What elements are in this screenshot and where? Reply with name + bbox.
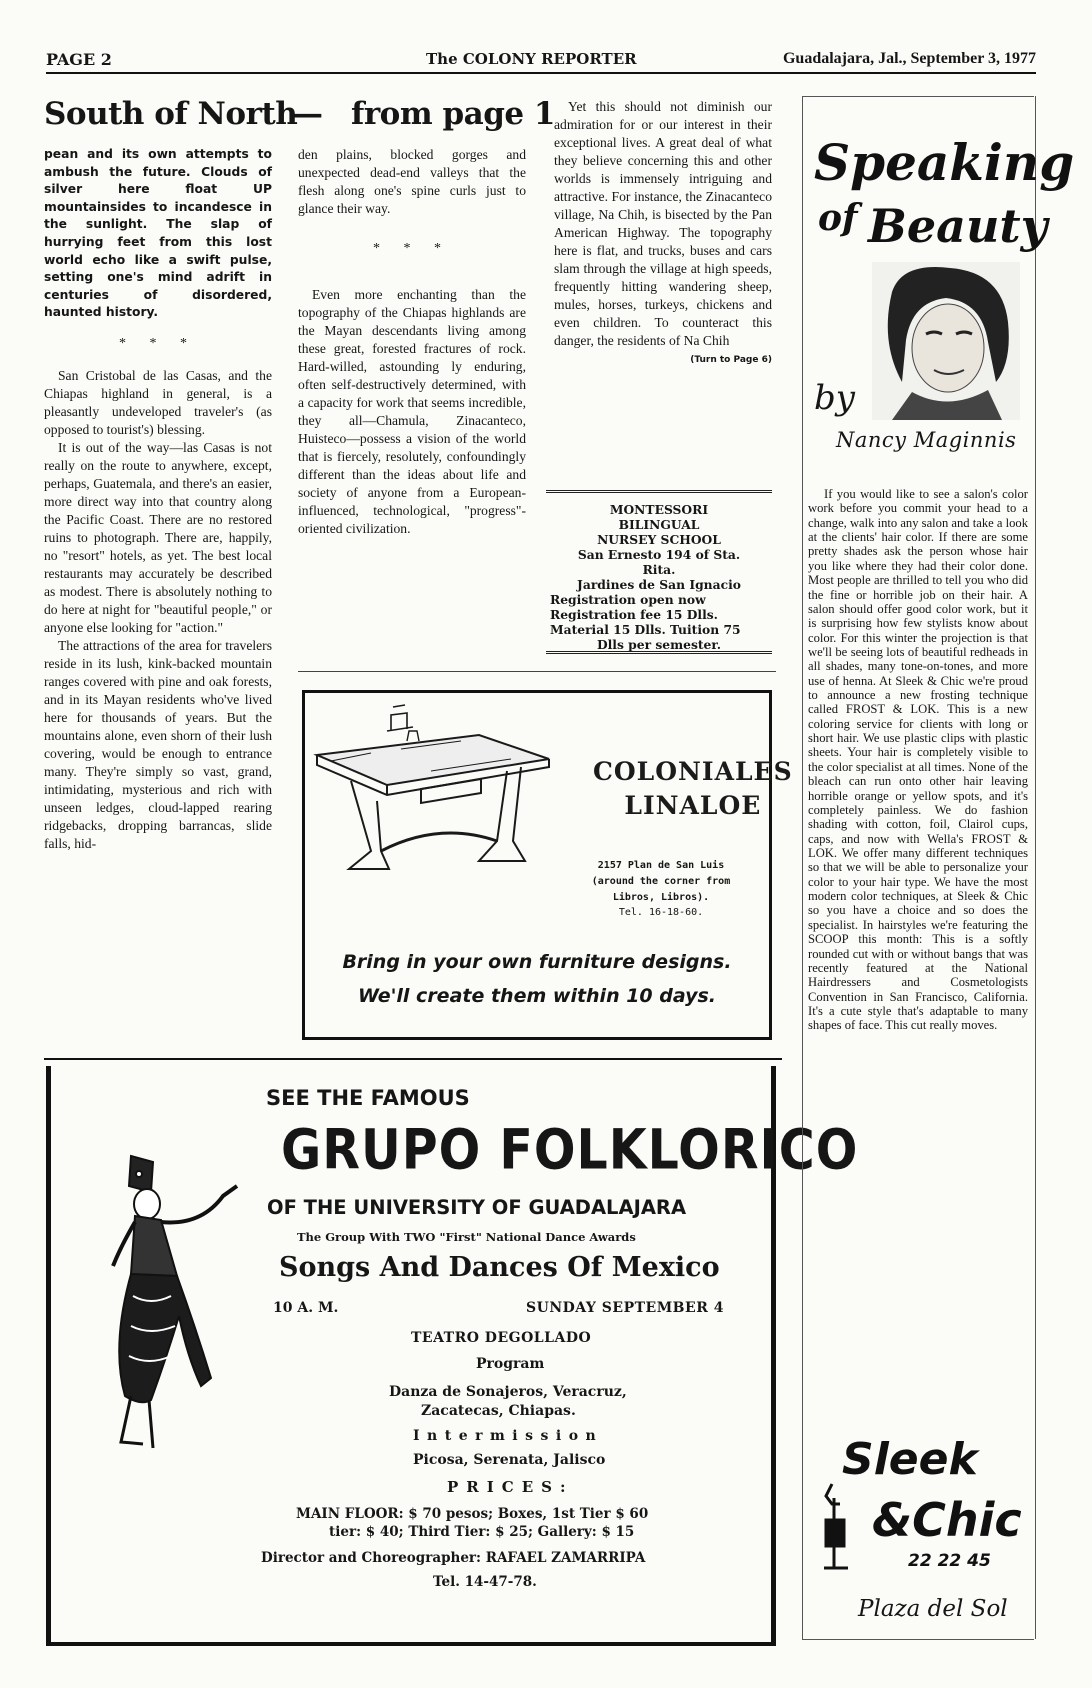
coloniales-furniture-ad — [302, 690, 793, 1040]
program-item: Zacatecas, Chiapas. — [421, 1403, 576, 1419]
article-paragraph: Yet this should not diminish our admiration for or our interest in their exceptional lives. A great deal of what they believe concerning this and other worlds is immensely intriguing and attractive. For instance, the Zinacanteco village, Na Chih, is bisected by the Pan American Highway. The topography here is flat, and trucks, buses and cars slam through the village at high speeds, frequently hitting wandering sheep, mules, horses, turkeys, chickens and even children. To counteract this danger, the residents of Na Chih — [554, 99, 772, 348]
ad-line: Rita. — [642, 562, 676, 577]
store-phone: Tel. 16-18-60. — [618, 907, 704, 918]
logo-word-chic: &Chic — [872, 1493, 1022, 1547]
author-signature: Nancy Maginnis — [836, 428, 1017, 452]
headline-dash: — — [292, 96, 323, 132]
director-credit: Director and Choreographer: RAFAEL ZAMARRIPA — [261, 1550, 646, 1566]
salon-phone: 22 22 45 — [908, 1551, 991, 1571]
sleek-chic-logo — [818, 1418, 1028, 1596]
antique-table-illustration — [311, 701, 561, 891]
column-rule — [802, 1639, 1034, 1640]
logo-word-sleek: Sleek — [842, 1434, 978, 1485]
program-heading: Program — [476, 1356, 545, 1372]
program-intermission: Intermission — [413, 1428, 604, 1444]
article-paragraph: den plains, blocked gorges and unexpected dead-end valleys that the flesh along one's spine curls just to glance their way. — [298, 147, 526, 216]
headline-continued: from page 1 — [351, 96, 555, 132]
article-column-3 — [554, 98, 772, 369]
dateline: Guadalajara, Jal., September 3, 1977 — [782, 50, 1036, 67]
article-column-1 — [44, 146, 272, 853]
section-break-stars: * * * — [119, 335, 197, 351]
article-paragraph: It is out of the way—las Casas is not really on the route to anywhere, except, perhaps, Guatemala, and there's an easier, more direct way into that country along the Pacific Coast. There are no restored ruins to photograph. There are, happily, no "resort" hotels, as yet. The best local restaurants may accurately be described as modest. There is absolutely nothing to do here at night for "beautiful people," or anyone else looking for "action." — [44, 439, 272, 635]
folk-dancer-illustration — [91, 1156, 251, 1456]
ad-line: NURSEY SCHOOL — [597, 532, 721, 547]
ad-songs-line: Songs And Dances Of Mexico — [279, 1252, 720, 1283]
section-rule — [44, 1058, 782, 1060]
address-line: 2157 Plan de San Luis — [597, 860, 725, 871]
ad-line: Jardines de San Ignacio — [577, 577, 741, 592]
speaking-of-beauty-logo — [810, 118, 1075, 258]
ad-line: San Ernesto 194 of Sta. — [577, 547, 741, 562]
telephone-icon — [824, 1484, 848, 1568]
address-line: Libros, Libros). — [612, 892, 710, 903]
logo-word-speaking: Speaking — [814, 133, 1075, 192]
article-paragraph: San Cristobal de las Casas, and the Chiapas highland in general, is a pleasantly undeveloped traveler's (as opposed to tourist's) blessing. — [44, 367, 272, 437]
ad-tagline-1: Bring in your own furniture designs. — [342, 951, 732, 973]
headline-title: South of North — [44, 96, 298, 132]
article-paragraph: If you would like to see a salon's color work before you commit your head to a change, walk into any salon and take a look at the clients' hair color. If there are some pretty shades ask the person whose hair you like where they had their color done. Most people are thrilled to tell you who did the fine or horrible job on their hair. A salon should offer good color work, but it is surprising how few stylists know about color. For this winter the projection is that we'll be seeing lots of beautiful redheads in all shades, many tone-on-tones, and more use of henna. At Sleek & Chic we're proud to announce a new frosting technique called FROST & LOK. This is a new coloring service for clients with long or short hair. We use plastic clips with plastic sheets. Your hair is completely visible to the color specialist at all times. None of the bleach can run onto other hair leaving horrible orange or yellow spots, and it's completely painless. We do fashion shading with cotton, foil, Clairol cups, caps, and now with Wella's FROST & LOK. We offer many different techniques so that we will be able to personalize your color to your hair type. We have the most modern color techniques, at Sleek & Chic so you have a choice and so does the specialist. In hairstyles we're featuring the SCOOP this month: This is a softly rounded cut with or without bangs that was recently featured at the National Hairdressers and Cosmetologists Convention in San Francisco, California. It's a cute style that's adaptable to many shapes of face. This cut really moves. — [808, 487, 1028, 1033]
logo-word-beauty: Beauty — [868, 199, 1048, 253]
article-paragraph: Even more enchanting than the topography of the Chiapas highlands are the Mayan descendants living among these great, forested fractures of rock. Hard-willed, astounding ly enduring, often self-destructively determined, with a capacity for work that seems incredible, they all—Chamula, Zinacanteco, Huisteco—possess a vision of the world that is fiercely, resolutely, confoundingly different than the ideas about life and society of anyone from a European-influenced, technological, "progress"-oriented civilization. — [298, 287, 526, 536]
ad-phone: Tel. 14-47-78. — [433, 1574, 537, 1590]
ad-line: Registration open now — [550, 592, 706, 607]
article-lead: pean and its own attempts to ambush the future. Clouds of silver here float UP mountainsides to incandesce in the sunlight. The slap of hurrying feet from this lost world echo like a swift pulse, setting one's mind adrift in centuries of disordered, haunted history. — [44, 147, 272, 320]
jump-line: (Turn to Page 6) — [690, 355, 772, 365]
ad-line: MONTESSORI — [609, 502, 709, 517]
event-date: SUNDAY SEPTEMBER 4 — [526, 1300, 724, 1316]
ad-line: BILINGUAL — [618, 517, 700, 532]
beauty-column-text — [808, 487, 1028, 1033]
program-item: Danza de Sonajeros, Veracruz, — [389, 1384, 627, 1400]
article-column-2 — [298, 146, 526, 538]
address-line: (around the corner from — [591, 876, 731, 887]
grupo-folklorico-ad — [46, 1066, 859, 1646]
event-venue: TEATRO DEGOLLADO — [411, 1330, 592, 1346]
event-time: 10 A. M. — [273, 1300, 339, 1316]
program-item: Picosa, Serenata, Jalisco — [413, 1452, 606, 1468]
price-line: MAIN FLOOR: $ 70 pesos; Boxes, 1st Tier $ 60 — [296, 1506, 649, 1522]
paper-name: The COLONY REPORTER — [426, 50, 637, 68]
prices-heading: PRICES: — [447, 1478, 574, 1496]
store-name — [593, 755, 793, 823]
page-number: PAGE 2 — [46, 50, 112, 69]
store-name-line-1: COLONIALES — [593, 757, 793, 786]
montessori-ad — [546, 490, 772, 654]
salon-location: Plaza del Sol — [858, 1596, 1008, 1622]
section-break-stars: * * * — [373, 241, 451, 256]
masthead — [46, 46, 1036, 74]
ad-kicker: SEE THE FAMOUS — [266, 1086, 470, 1110]
column-rule — [802, 96, 1034, 97]
logo-word-of: of — [818, 197, 858, 239]
author-photo — [872, 262, 1020, 420]
price-line: tier: $ 40; Third Tier: $ 25; Gallery: $ 15 — [329, 1524, 635, 1540]
ad-tagline-2: We'll create them within 10 days. — [357, 985, 717, 1007]
column-rule — [298, 671, 776, 672]
ad-line: Registration fee 15 Dlls. — [550, 607, 718, 622]
ad-title: GRUPO FOLKLORICO — [281, 1118, 859, 1182]
ad-awards-line: The Group With TWO "First" National Dance Awards — [297, 1230, 636, 1244]
article-headline — [44, 96, 555, 136]
byline-by: by — [814, 378, 855, 418]
ad-line: Dlls per semester. — [596, 637, 722, 652]
store-name-line-2: LINALOE — [624, 791, 762, 820]
ad-line: Material 15 Dlls. Tuition 75 — [550, 622, 741, 637]
article-paragraph: The attractions of the area for travelers reside in its lush, kink-backed mountain ranges covered with pine and oak forests, and in its Mayan residents who've lived here for thousands of years. But the mountains alone, even shorn of their lush covering, would be enough to entrance many. They're simply so vast, grand, intimidating, mysterious and rich with unseen ledges, cloud-lapped rearing ridgebacks, dropping barrancas, slide falls, hid- — [44, 637, 272, 851]
ad-subtitle: OF THE UNIVERSITY OF GUADALAJARA — [267, 1196, 687, 1219]
store-address — [567, 858, 755, 906]
